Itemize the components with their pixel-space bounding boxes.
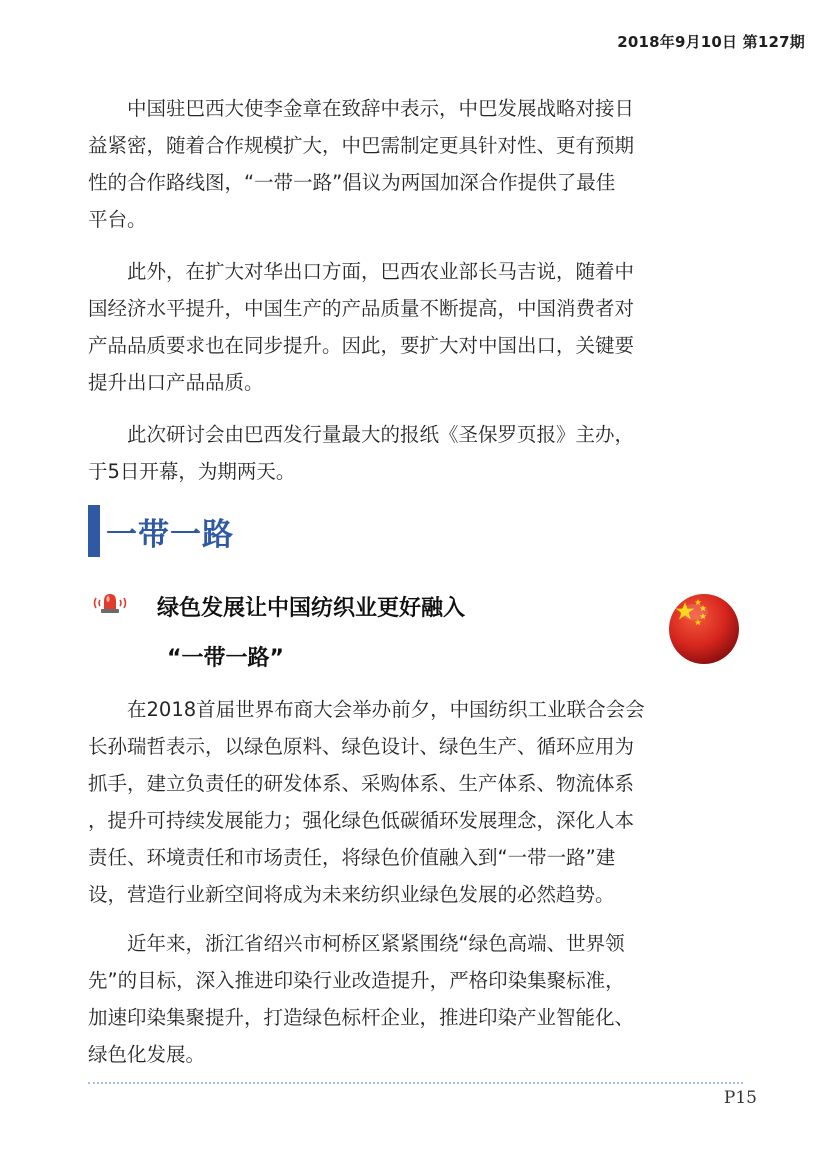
text-line: 加速印染集聚提升，打造绿色标杆企业，推进印染产业智能化、 [88,1006,635,1029]
text-line: 抓手，建立负责任的研发体系、采购体系、生产体系、物流体系 [88,772,635,795]
text-line: 于5日开幕，为期两天。 [88,460,296,483]
text-line: 产品品质要求也在同步提升。因此，要扩大对中国出口，关键要 [88,334,635,357]
paragraph-agriculture-minister [88,253,748,401]
footer-divider [88,1082,743,1084]
text-line: 提升出口产品品质。 [88,371,264,394]
article-title-line: 绿色发展让中国纺织业更好融入 [157,596,466,621]
text-line: 长孙瑞哲表示，以绿色原料、绿色设计、绿色生产、循环应用为 [88,735,635,758]
text-line: 近年来，浙江省绍兴市柯桥区紧紧围绕“绿色高端、世界领 [88,932,625,955]
article-title [157,584,465,684]
paragraph-keqiao-district [88,925,748,1073]
section-heading [88,505,234,557]
text-line: 在2018首届世界布商大会举办前夕，中国纺织工业联合会会 [88,698,645,721]
text-line: 国经济水平提升，中国生产的产品质量不断提高，中国消费者对 [88,297,635,320]
article-title-line: “一带一路” [167,646,284,671]
text-line: 设，营造行业新空间将成为未来纺织业绿色发展的必然趋势。 [88,883,615,906]
text-line: 先”的目标，深入推进印染行业改造提升，严格印染集聚标准， [88,969,625,992]
text-line: 绿色化发展。 [88,1043,206,1066]
paragraph-textile-federation [88,691,748,913]
paragraph-seminar-info [88,416,748,490]
text-line: 平台。 [88,208,147,231]
page-number: P15 [723,1088,757,1108]
text-line: ，提升可持续发展能力；强化绿色低碳循环发展理念，深化人本 [88,809,635,832]
china-flag-ball-icon [667,592,741,666]
issue-date: 2018年9月10日 第127期 [617,33,805,51]
alarm-bell-icon [90,589,130,617]
paragraph-ambassador-remarks [88,90,748,238]
text-line: 此次研讨会由巴西发行量最大的报纸《圣保罗页报》主办， [88,423,635,446]
text-line: 责任、环境责任和市场责任，将绿色价值融入到“一带一路”建 [88,846,616,869]
text-line: 益紧密，随着合作规模扩大，中巴需制定更具针对性、更有预期 [88,134,635,157]
text-line: 性的合作路线图，“一带一路”倡议为两国加深合作提供了最佳 [88,171,616,194]
text-line: 中国驻巴西大使李金章在致辞中表示，中巴发展战略对接日 [88,97,635,120]
text-line: 此外，在扩大对华出口方面，巴西农业部长马吉说，随着中 [88,260,635,283]
section-title: 一带一路 [106,516,234,553]
section-accent-bar [88,505,100,557]
